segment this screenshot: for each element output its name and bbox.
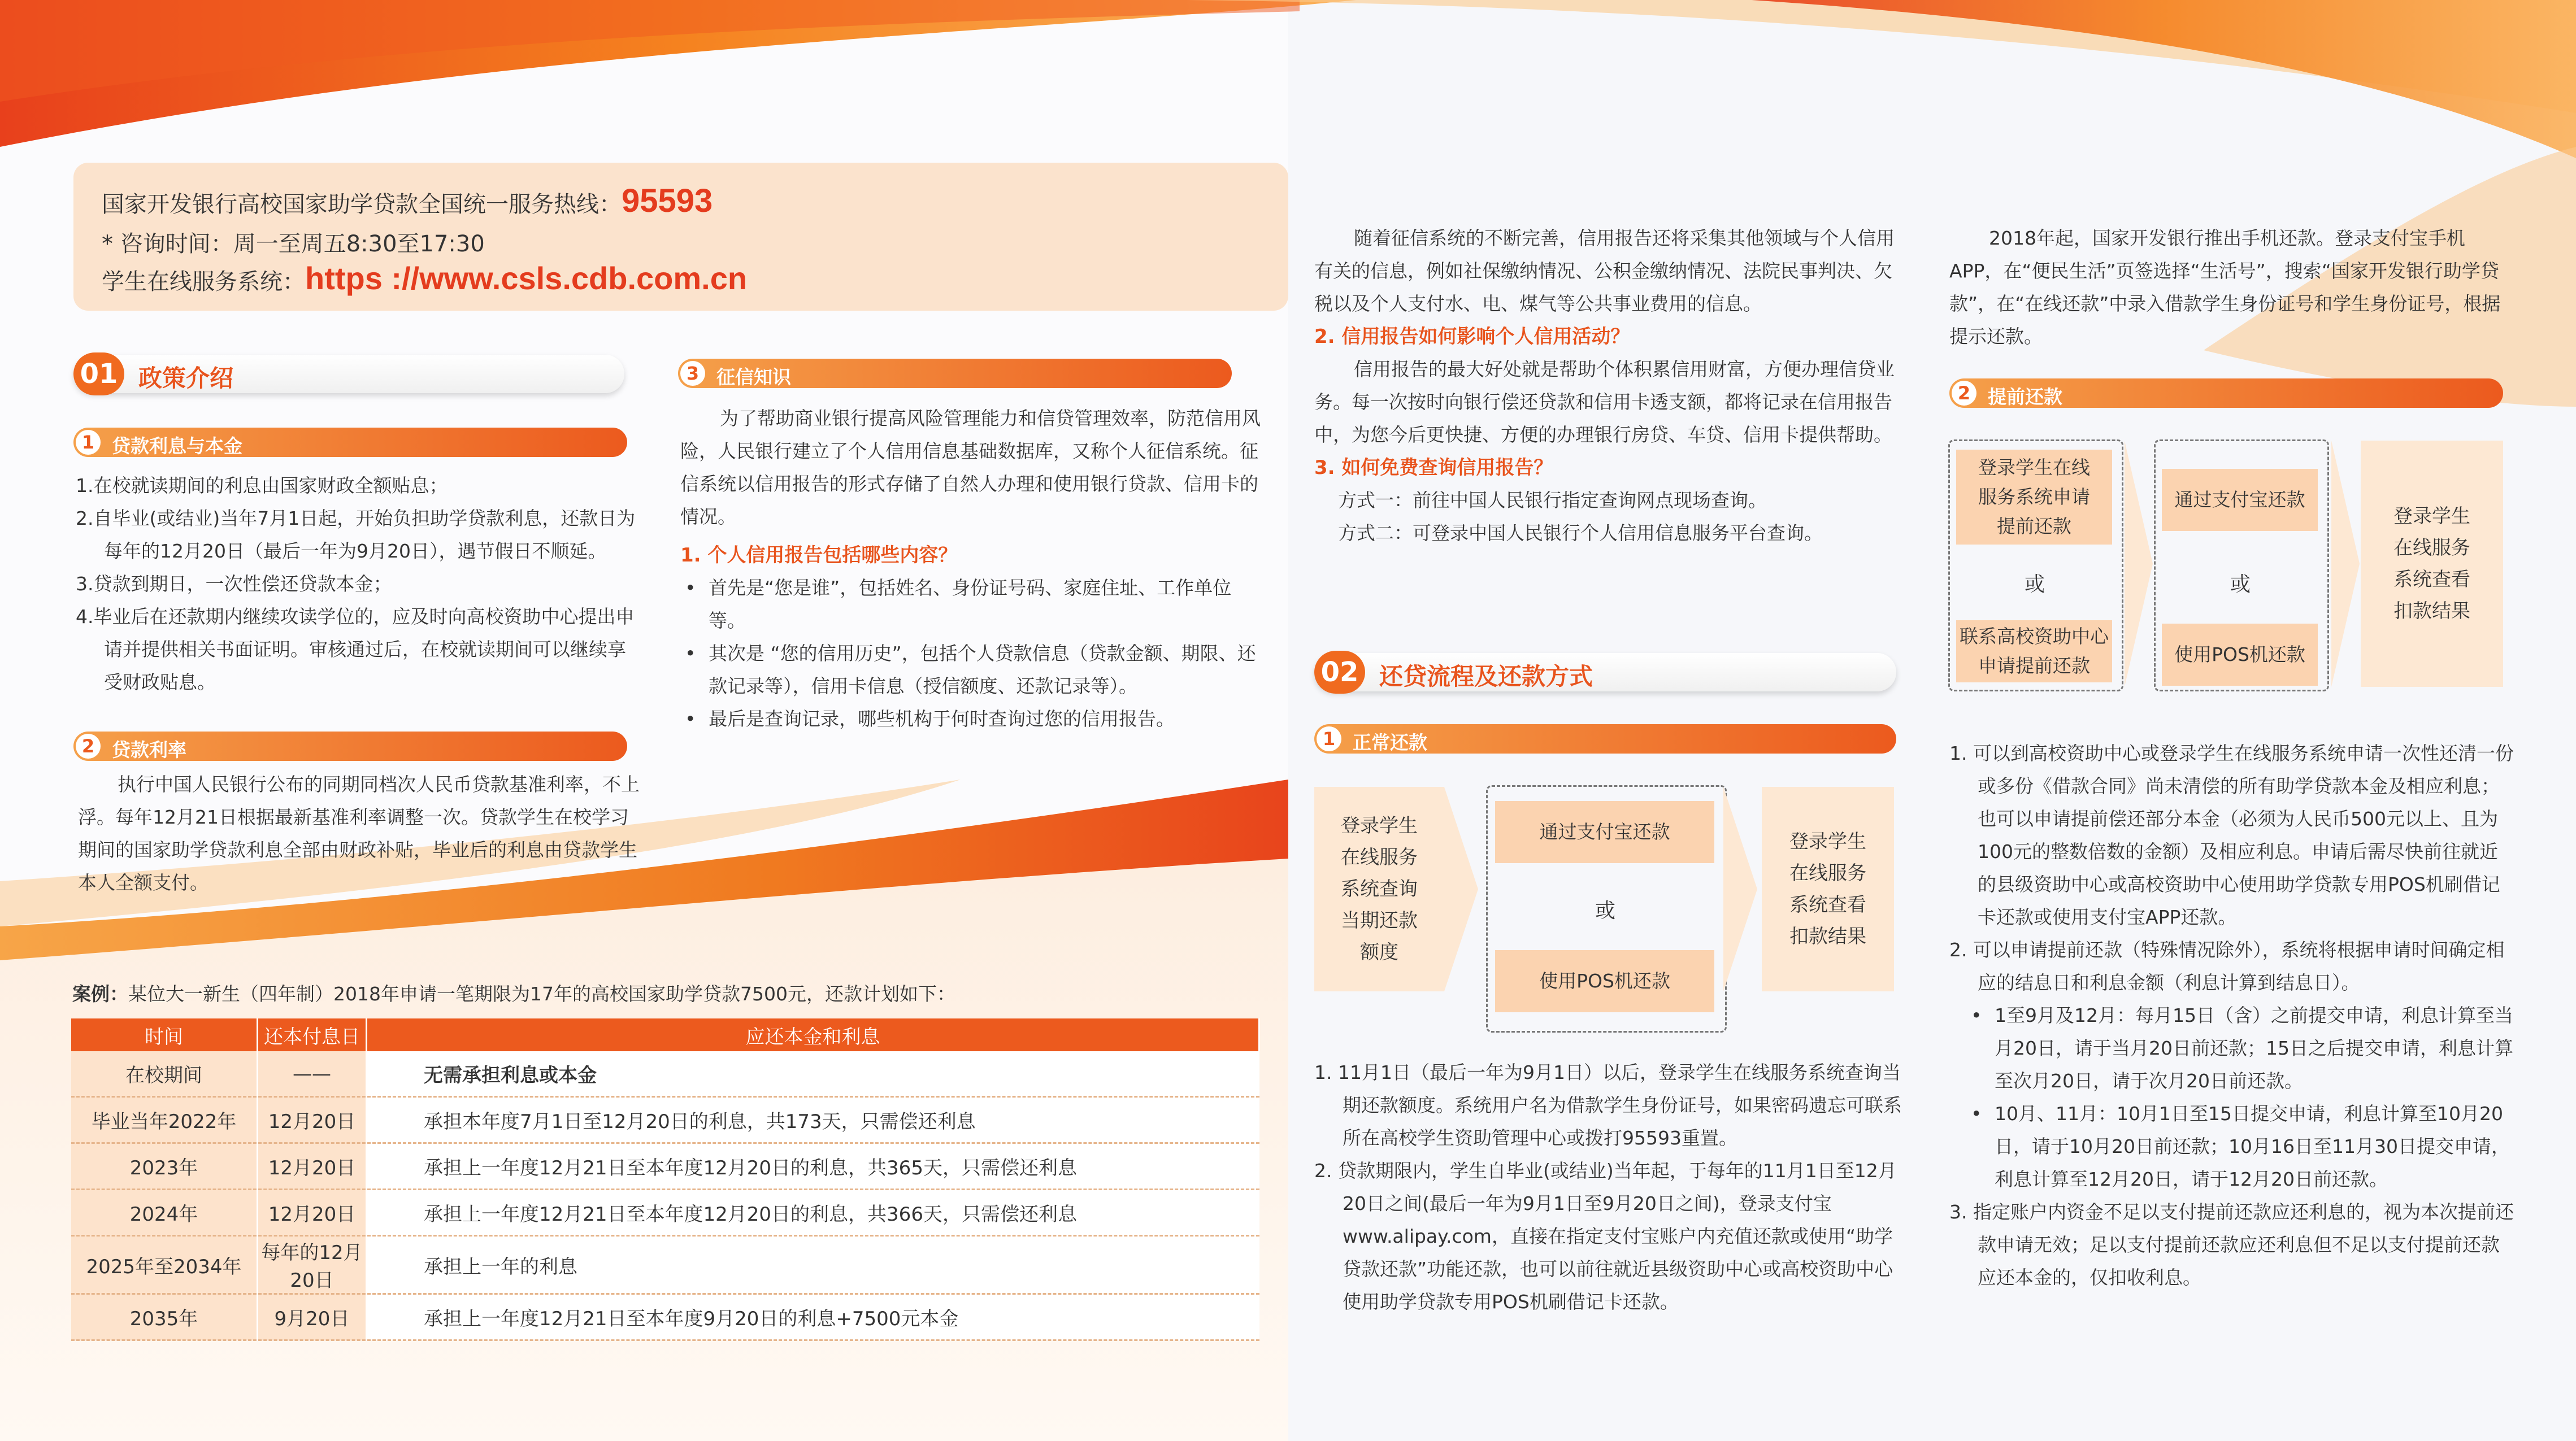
apply-school-box: 联系高校资助中心 申请提前还款 xyxy=(1956,620,2112,682)
early-bullet: • 10月、11月：10月1日至15日提交申请，利息计算至10月20日，请于10月20日前还款；10月16日至11月30日提交申请，利息计算至12月20日，请于12月20日前还款。 xyxy=(1966,1098,2514,1196)
hotline-box xyxy=(73,163,1288,311)
section-01-title: 政策介绍 xyxy=(138,364,234,392)
list-item: 2. 可以申请提前还款（特殊情况除外），系统将根据申请时间确定相应的结息日和利息金额（利息计算到结息日）。 xyxy=(1949,939,2505,994)
section-02-number: 02 xyxy=(1314,651,1365,694)
flow-start-box: 登录学生 在线服务 系统查询 当期还款 额度 xyxy=(1314,787,1444,991)
sub-title: 贷款利率 xyxy=(112,739,186,761)
table-row: 2035年 9月20日 承担上一年度12月21日至本年度9月20日的利息+7500元本金 xyxy=(71,1294,1259,1340)
table-row: 毕业当年2022年 12月20日 承担本年度7月1日至12月20日的利息，共173天，只需偿还利息 xyxy=(71,1097,1259,1143)
case-text: 某位大一新生（四年制）2018年申请一笔期限为17年的高校国家助学贷款7500元，还款计划如下： xyxy=(128,983,955,1005)
credit-way-1: 方式一：前往中国人民银行指定查询网点现场查询。 xyxy=(1338,489,1767,511)
credit-question-3: 3. 如何免费查询信用报告？ xyxy=(1314,456,1553,479)
loan-interest-list xyxy=(76,469,638,699)
hotline-label: 国家开发银行高校国家助学贷款全国统一服务热线： xyxy=(102,191,622,217)
sub-title: 征信知识 xyxy=(716,366,791,388)
section-01-header xyxy=(73,355,624,393)
flow-arrow-icon xyxy=(1444,787,1478,991)
sub-title: 提前还款 xyxy=(1988,386,2062,408)
sub-loan-interest-principal xyxy=(73,428,627,457)
credit-question-2: 2. 信用报告如何影响个人信用活动？ xyxy=(1314,325,1630,348)
hotline-number: 95593 xyxy=(622,182,713,219)
credit-bullet: • 其次是 “您的信用历史”，包括个人贷款信息（贷款金额、期限、还款记录等），信用卡信息（授信额度、还款记录等）。 xyxy=(680,637,1268,703)
flow-arrow-icon xyxy=(1723,787,1757,991)
credit-intro: 为了帮助商业银行提高风险管理能力和信贷管理效率，防范信用风险，人民银行建立了个人信用信息基础数据库，又称个人征信系统。征信系统以信用报告的形式存储了自然人办理和使用银行贷款、信用卡的情况。 xyxy=(680,407,1261,528)
option-alipay: 通过支付宝还款 xyxy=(1495,801,1714,863)
online-system-url[interactable]: https ://www.csls.cdb.com.cn xyxy=(305,260,748,296)
hotline-line xyxy=(102,182,713,220)
credit-bullet: • 首先是“您是谁”，包括姓名、身份证号码、家庭住址、工作单位等。 xyxy=(680,572,1268,637)
col-header: 应还本金和利息 xyxy=(367,1018,1259,1051)
case-intro xyxy=(72,979,955,1006)
sub-credit-knowledge xyxy=(678,359,1232,388)
sub-early-repayment xyxy=(1949,378,2503,408)
flow-end-box: 登录学生 在线服务 系统查看 扣款结果 xyxy=(1762,787,1894,991)
sub-number: 2 xyxy=(1952,381,1976,406)
section-01-number: 01 xyxy=(73,352,124,395)
sub-loan-rate xyxy=(73,732,627,761)
list-item: 1. 可以到高校资助中心或登录学生在线服务系统申请一次性还清一份或多份《借款合同》尚未清偿的所有助学贷款本金及相应利息；也可以申请提前偿还部分本金（必须为人民币500元以上、且为100元的整数倍数的金额）及相应利息。申请后需尽快前往就近的县级资助中心或高校资助中心使用助学贷款专用POS机刷借记卡还款或使用支付宝APP还款。 xyxy=(1949,742,2514,928)
apply-online-box: 登录学生在线 服务系统申请 提前还款 xyxy=(1956,450,2112,545)
consult-hours: * 咨询时间：周一至周五8:30至17:30 xyxy=(102,231,485,257)
list-item: 2. 贷款期限内，学生自毕业(或结业)当年起，于每年的11月1日至12月20日之间(最后一年为9月1日至9月20日之间)，登录支付宝www.alipay.com，直接在指定支付宝账户内充值还款或使用“助学贷款还款”功能还款，也可以前往就近县级资助中心或高校资助中心使用助学贷款专用POS机刷借记卡还款。 xyxy=(1314,1160,1897,1313)
col-header: 还本付息日 xyxy=(258,1018,367,1051)
table-row: 2024年 12月20日 承担上一年度12月21日至本年度12月20日的利息，共366天，只需偿还利息 xyxy=(71,1190,1259,1236)
option-pos: 使用POS机还款 xyxy=(1495,950,1714,1012)
credit-way-2: 方式二：可登录中国人民银行个人信用信息服务平台查询。 xyxy=(1338,522,1823,544)
online-system-label: 学生在线服务系统： xyxy=(102,269,305,295)
credit-bullet: • 最后是查询记录，哪些机构于何时查询过您的信用报告。 xyxy=(680,703,1268,735)
sub-number: 2 xyxy=(76,734,101,759)
normal-repayment-list xyxy=(1314,1056,1902,1318)
sub-number: 1 xyxy=(76,430,101,455)
sub-title: 贷款利息与本金 xyxy=(112,435,242,457)
early-end-box: 登录学生 在线服务 系统查看 扣款结果 xyxy=(2361,441,2503,687)
early-repayment-list xyxy=(1949,737,2514,1294)
list-item: 3. 指定账户内资金不足以支付提前还款应还利息的，视为本次提前还款申请无效；足以支付提前还款应还利息但不足以支付提前还款应还本金的，仅扣收利息。 xyxy=(1949,1201,2514,1288)
online-system-line xyxy=(102,260,747,297)
sub-number: 3 xyxy=(680,361,705,386)
sub-title: 正常还款 xyxy=(1353,732,1427,754)
case-label: 案例： xyxy=(72,983,128,1005)
list-item: 3.贷款到期日，一次性偿还贷款本金； xyxy=(76,573,392,595)
list-item: 1.在校就读期间的利息由国家财政全额贴息； xyxy=(76,474,448,497)
table-row: 2025年至2034年 每年的12月20日 承担上一年的利息 xyxy=(71,1236,1259,1294)
table-row: 2023年 12月20日 承担上一年度12月21日至本年度12月20日的利息，共365天，只需偿还利息 xyxy=(71,1143,1259,1190)
section-02-title: 还贷流程及还款方式 xyxy=(1379,663,1593,690)
table-row: 在校期间 —— 无需承担利息或本金 xyxy=(71,1051,1259,1097)
credit-continued-text: 随着征信系统的不断完善，信用报告还将采集其他领域与个人信用有关的信息，例如社保缴纳情况、公积金缴纳情况、法院民事判决、欠税以及个人支付水、电、煤气等公共事业费用的信息。 xyxy=(1314,227,1895,315)
repayment-plan-table xyxy=(71,1018,1260,1341)
early-bullet: • 1至9月及12月：每月15日（含）之前提交申请，利息计算至当月20日，请于当月20日前还款；15日之后提交申请，利息计算至次月20日，请于次月20日前还款。 xyxy=(1966,999,2514,1098)
credit-continued xyxy=(1314,222,1902,550)
flow-arrow-icon xyxy=(2125,441,2153,687)
section-02-header xyxy=(1314,653,1896,691)
sub-normal-repayment xyxy=(1314,724,1896,754)
credit-knowledge-text xyxy=(680,402,1268,735)
credit-answer-2: 信用报告的最大好处就是帮助个体积累信用财富，方便办理信贷业务。每一次按时向银行偿还贷款和信用卡透支额，都将记录在信用报告中，为您今后更快捷、方便的办理银行房贷、车贷、信用卡提供帮助。 xyxy=(1314,358,1895,446)
mobile-repayment-text: 2018年起，国家开发银行推出手机还款。登录支付宝手机APP，在“便民生活”页签选择“生活号”，搜索“国家开发银行助学贷款”，在“在线还款”中录入借款学生身份证号和学生身份证号，根据提示还款。 xyxy=(1949,227,2501,347)
or-text: 或 xyxy=(2025,573,2045,596)
flow-arrow-icon xyxy=(2331,441,2360,687)
col-header: 时间 xyxy=(71,1018,258,1051)
pay-pos-box: 使用POS机还款 xyxy=(2162,624,2318,686)
credit-question-1: 1. 个人信用报告包括哪些内容？ xyxy=(680,544,958,567)
or-text: 或 xyxy=(1595,899,1616,922)
pay-alipay-box: 通过支付宝还款 xyxy=(2162,469,2318,531)
or-text: 或 xyxy=(2230,573,2251,596)
list-item: 2.自毕业(或结业)当年7月1日起，开始负担助学贷款利息，还款日为每年的12月20日（最后一年为9月20日），遇节假日不顺延。 xyxy=(76,507,636,562)
sub-number: 1 xyxy=(1317,726,1341,751)
list-item: 1. 11月1日（最后一年为9月1日）以后，登录学生在线服务系统查询当期还款额度。系统用户名为借款学生身份证号，如果密码遗忘可联系所在高校学生资助管理中心或拨打95593重置。 xyxy=(1314,1061,1902,1149)
loan-rate-paragraph: 执行中国人民银行公布的同期同档次人民币贷款基准利率，不上浮。每年12月21日根据最新基准利率调整一次。贷款学生在校学习期间的国家助学贷款利息全部由财政补贴，毕业后的利息由贷款学生本人全额支付。 xyxy=(78,773,640,894)
list-item: 4.毕业后在还款期内继续攻读学位的，应及时向高校资助中心提出申请并提供相关书面证明。审核通过后，在校就读期间可以继续享受财政贴息。 xyxy=(76,606,635,693)
